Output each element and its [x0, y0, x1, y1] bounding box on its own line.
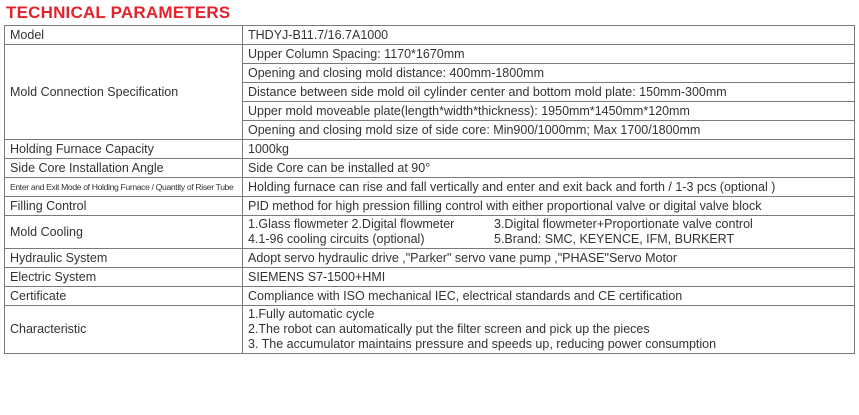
row-label-holding-furnace: Holding Furnace Capacity: [5, 140, 243, 159]
row-value-holding-furnace: 1000kg: [243, 140, 855, 159]
cooling-line: [248, 232, 849, 247]
row-label-model: Model: [5, 26, 243, 45]
row-value-certificate: Compliance with ISO mechanical IEC, electrical standards and CE certification: [243, 287, 855, 306]
row-value-characteristic: [243, 306, 855, 354]
row-value-model: THDYJ-B11.7/16.7A1000: [243, 26, 855, 45]
row-label-mold-connection: Mold Connection Specification: [5, 45, 243, 140]
table-row: [5, 140, 855, 159]
table-row: [5, 197, 855, 216]
row-label-filling-control: Filling Control: [5, 197, 243, 216]
row-label-characteristic: Characteristic: [5, 306, 243, 354]
mold-connection-value: Upper Column Spacing: 1170*1670mm: [243, 45, 855, 64]
cooling-line: [248, 217, 849, 232]
row-label-side-core: Side Core Installation Angle: [5, 159, 243, 178]
row-value-side-core: Side Core can be installed at 90°: [243, 159, 855, 178]
row-value-filling-control: PID method for high pression filling control with either proportional valve or digital valve block: [243, 197, 855, 216]
table-row: [5, 45, 855, 64]
table-row: [5, 306, 855, 354]
row-value-electric: SIEMENS S7-1500+HMI: [243, 268, 855, 287]
table-row: [5, 159, 855, 178]
table-row: [5, 287, 855, 306]
cooling-item: 3.Digital flowmeter+Proportionate valve control: [494, 217, 753, 231]
cooling-item: 1.Glass flowmeter 2.Digital flowmeter: [248, 217, 455, 231]
cooling-item: 4.1-96 cooling circuits (optional): [248, 232, 425, 246]
mold-connection-value: Opening and closing mold size of side core: Min900/1000mm; Max 1700/1800mm: [243, 121, 855, 140]
characteristic-item: 2.The robot can automatically put the filter screen and pick up the pieces: [248, 322, 650, 336]
row-label-certificate: Certificate: [5, 287, 243, 306]
row-label-enter-exit: Enter and Exit Mode of Holding Furnace / Quantity of Riser Tube: [5, 178, 243, 197]
table-row: [5, 216, 855, 249]
row-label-electric: Electric System: [5, 268, 243, 287]
characteristic-item: 1.Fully automatic cycle: [248, 307, 375, 321]
table-row: [5, 178, 855, 197]
row-label-mold-cooling: Mold Cooling: [5, 216, 243, 249]
row-label-hydraulic: Hydraulic System: [5, 249, 243, 268]
mold-connection-value: Upper mold moveable plate(length*width*thickness): 1950mm*1450mm*120mm: [243, 102, 855, 121]
mold-connection-value: Opening and closing mold distance: 400mm-1800mm: [243, 64, 855, 83]
mold-connection-value: Distance between side mold oil cylinder center and bottom mold plate: 150mm-300mm: [243, 83, 855, 102]
characteristic-item: 3. The accumulator maintains pressure and speeds up, reducing power consumption: [248, 337, 717, 351]
technical-parameters-table: [4, 25, 855, 354]
row-value-hydraulic: Adopt servo hydraulic drive ,"Parker" servo vane pump ,"PHASE"Servo Motor: [243, 249, 855, 268]
table-row: [5, 26, 855, 45]
section-heading: TECHNICAL PARAMETERS: [6, 3, 231, 22]
cooling-item: 5.Brand: SMC, KEYENCE, IFM, BURKERT: [494, 232, 735, 246]
table-row: [5, 268, 855, 287]
table-row: [5, 249, 855, 268]
row-value-enter-exit: Holding furnace can rise and fall vertically and enter and exit back and forth / 1-3 pcs (optional ): [243, 178, 855, 197]
row-value-mold-cooling: [243, 216, 855, 249]
